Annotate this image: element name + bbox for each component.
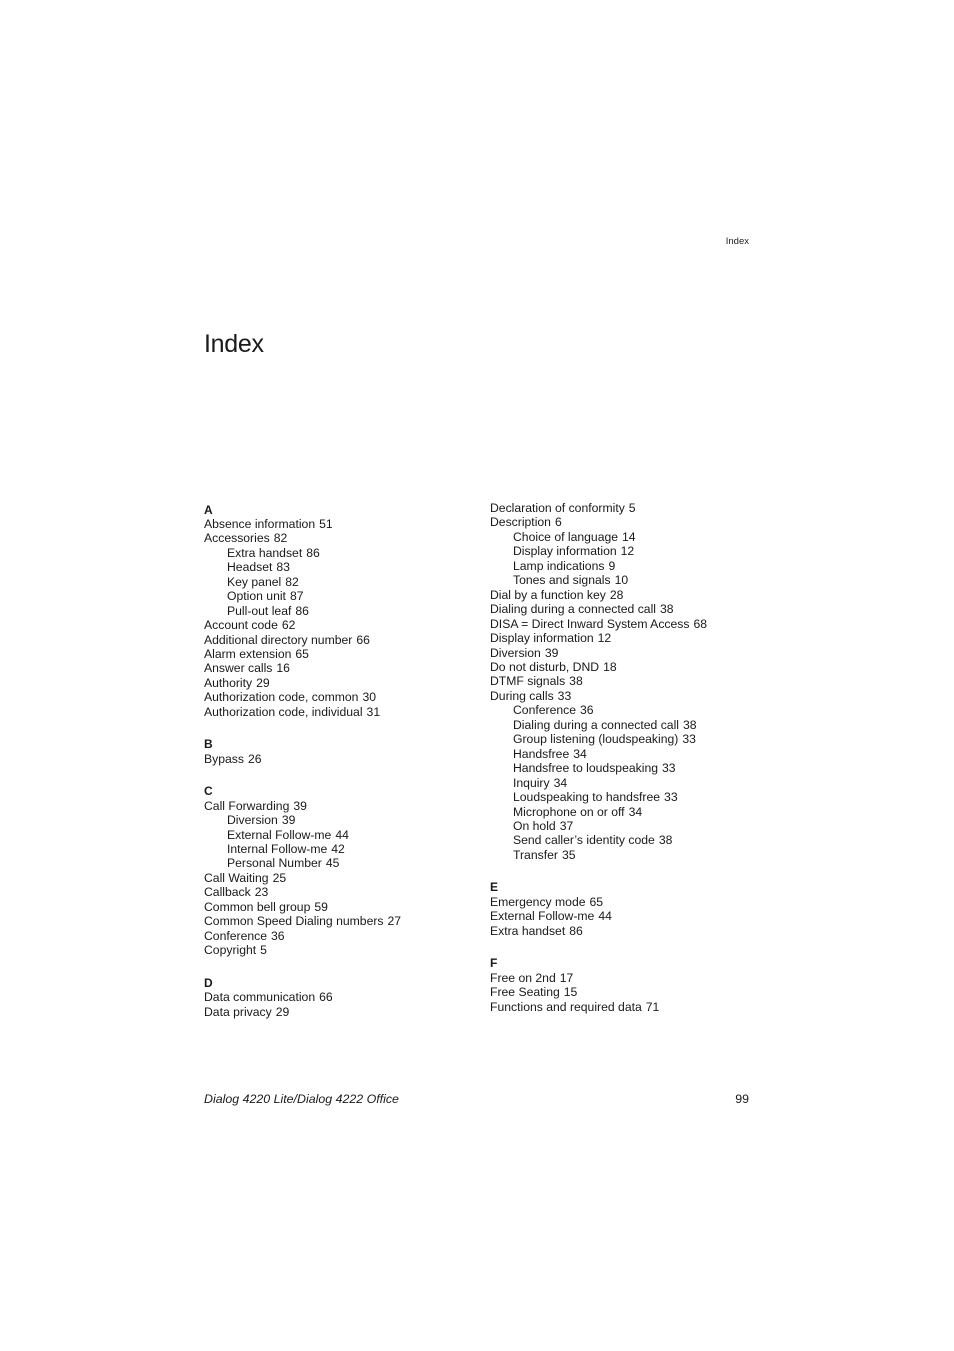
index-entry-term: Free on 2nd — [490, 970, 556, 985]
index-entry — [204, 676, 474, 690]
index-entry-page: 34 — [573, 746, 587, 761]
index-subentry — [490, 732, 760, 746]
index-entry — [490, 631, 760, 645]
index-entry-term: Description — [490, 515, 551, 530]
index-entry-term: Handsfree — [513, 746, 570, 761]
index-entry-term: Absence information — [204, 516, 316, 531]
index-entry-page: 10 — [614, 573, 629, 588]
index-entry-term: Internal Follow-me — [227, 842, 328, 857]
index-entry-page: 66 — [356, 632, 370, 647]
index-group — [490, 879, 760, 938]
index-entry — [204, 929, 474, 943]
index-entry-page: 25 — [272, 870, 287, 885]
index-letter-heading: B — [204, 737, 213, 752]
index-entry-page: 35 — [561, 847, 576, 862]
index-entry-term: Lamp indications — [513, 558, 605, 573]
index-entry-term: Authorization code, common — [204, 690, 359, 705]
index-entry-page: 38 — [569, 674, 583, 689]
index-entry-term: Data privacy — [204, 1004, 272, 1019]
index-entry — [490, 924, 760, 938]
index-entry — [204, 705, 474, 719]
index-entry — [490, 895, 760, 909]
index-entry-page: 34 — [553, 775, 568, 790]
index-entry-term: Data communication — [204, 990, 316, 1005]
index-entry-term: Key panel — [227, 574, 282, 589]
index-entry-page: 36 — [580, 703, 594, 718]
index-subentry — [490, 747, 760, 761]
index-subentry — [490, 530, 760, 544]
index-entry-page: 6 — [554, 515, 562, 530]
index-subentry — [490, 848, 760, 862]
index-entry-page: 45 — [325, 856, 340, 871]
index-entry — [204, 531, 474, 545]
index-entry-page: 28 — [609, 587, 624, 602]
index-entry-page: 27 — [387, 914, 402, 929]
index-entry-page: 62 — [281, 618, 296, 633]
index-entry-term: Call Forwarding — [204, 798, 290, 813]
index-letter-heading: A — [204, 502, 213, 517]
index-entry-term: Transfer — [513, 847, 558, 862]
index-subentry — [204, 828, 474, 842]
index-entry-term: Dialing during a connected call — [490, 602, 656, 617]
index-entry-page: 31 — [366, 704, 381, 719]
index-entry — [490, 602, 760, 616]
index-entry-term: Diversion — [227, 813, 278, 828]
index-subentry — [204, 813, 474, 827]
index-entry-term: Send caller’s identity code — [513, 833, 655, 848]
index-group — [204, 974, 474, 1019]
index-entry-term: DISA = Direct Inward System Access — [490, 616, 690, 631]
index-entry-term: Dialing during a connected call — [513, 717, 679, 732]
index-subentry — [490, 833, 760, 847]
index-entry-term: Tones and signals — [513, 573, 611, 588]
index-subentry — [490, 776, 760, 790]
index-entry-term: Authorization code, individual — [204, 704, 363, 719]
index-entry-term: Inquiry — [513, 775, 550, 790]
index-entry — [204, 1005, 474, 1019]
index-entry-term: Conference — [513, 703, 577, 718]
index-entry-term: DTMF signals — [490, 674, 566, 689]
index-entry — [490, 646, 760, 660]
index-entry-term: External Follow-me — [490, 909, 595, 924]
index-entry-page: 14 — [622, 529, 636, 544]
index-entry-term: Do not disturb, DND — [490, 659, 600, 674]
index-entry-page: 82 — [285, 574, 299, 589]
index-entry-page: 17 — [559, 970, 574, 985]
index-entry-page: 26 — [247, 751, 262, 766]
index-entry-term: Headset — [227, 560, 273, 575]
index-entry — [204, 647, 474, 661]
index-entry-term: Dial by a function key — [490, 587, 606, 602]
index-entry-page: 65 — [589, 894, 604, 909]
index-entry-term: Accessories — [204, 531, 270, 546]
index-subentry — [490, 761, 760, 775]
index-entry — [204, 990, 474, 1004]
index-subentry — [490, 703, 760, 717]
index-entry — [204, 871, 474, 885]
index-entry-term: Functions and required data — [490, 999, 642, 1014]
index-entry-term: Additional directory number — [204, 632, 353, 647]
index-entry-page: 9 — [608, 558, 616, 573]
index-entry — [204, 633, 474, 647]
index-subentry — [204, 842, 474, 856]
running-head: Index — [725, 236, 749, 247]
index-entry — [204, 900, 474, 914]
index-entry-page: 39 — [293, 798, 307, 813]
index-entry-page: 83 — [276, 560, 290, 575]
index-subentry — [490, 790, 760, 804]
index-entry-page: 33 — [682, 732, 696, 747]
footer-document-title: Dialog 4220 Lite/Dialog 4222 Office — [204, 1092, 399, 1106]
index-entry-term: Handsfree to loudspeaking — [513, 761, 658, 776]
index-entry-page: 33 — [662, 761, 676, 776]
index-subentry — [490, 573, 760, 587]
index-column-left — [204, 501, 474, 1036]
index-entry — [490, 588, 760, 602]
index-subentry — [490, 559, 760, 573]
index-entry-term: During calls — [490, 688, 554, 703]
index-entry-page: 18 — [603, 659, 617, 674]
index-entry-term: Authority — [204, 675, 253, 690]
index-entry-term: Choice of language — [513, 529, 619, 544]
index-entry — [490, 674, 760, 688]
index-entry-term: Free Seating — [490, 985, 560, 1000]
index-entry-page: 5 — [260, 943, 267, 958]
index-entry-term: Microphone on or off — [513, 804, 625, 819]
index-subentry — [490, 819, 760, 833]
index-entry — [204, 661, 474, 675]
index-entry-page: 71 — [645, 999, 660, 1014]
index-letter-heading: D — [204, 975, 213, 990]
index-entry — [490, 909, 760, 923]
index-entry-term: Personal Number — [227, 856, 322, 871]
index-entry-page: 59 — [314, 899, 328, 914]
index-entry-term: Account code — [204, 618, 278, 633]
page-title: Index — [204, 330, 264, 358]
index-entry-term: Extra handset — [490, 923, 566, 938]
index-entry-page: 5 — [628, 501, 636, 515]
index-entry-page: 15 — [563, 985, 578, 1000]
index-entry-page: 82 — [273, 531, 288, 546]
index-entry — [204, 690, 474, 704]
index-entry — [204, 943, 474, 957]
index-subentry — [204, 589, 474, 603]
index-entry-term: Loudspeaking to handsfree — [513, 790, 661, 805]
index-column-right — [490, 501, 760, 1030]
index-entry-term: Declaration of conformity — [490, 501, 625, 515]
index-subentry — [490, 544, 760, 558]
index-entry-term: Option unit — [227, 589, 286, 604]
index-entry-term: Answer calls — [204, 661, 273, 676]
index-entry — [490, 689, 760, 703]
index-entry — [204, 799, 474, 813]
index-entry — [204, 517, 474, 531]
footer-page-number: 99 — [735, 1092, 749, 1106]
index-entry — [204, 914, 474, 928]
index-entry-page: 29 — [275, 1004, 290, 1019]
index-entry-term: Copyright — [204, 943, 257, 958]
index-entry-term: Alarm extension — [204, 647, 292, 662]
index-subentry — [204, 604, 474, 618]
index-letter-heading: C — [204, 784, 213, 799]
index-entry-term: Group listening (loudspeaking) — [513, 732, 679, 747]
index-letter-heading: F — [490, 956, 498, 971]
index-entry-page: 33 — [664, 790, 678, 805]
index-group — [490, 955, 760, 1014]
index-entry-term: Emergency mode — [490, 894, 586, 909]
index-entry-page: 44 — [335, 827, 349, 842]
index-entry-page: 38 — [683, 717, 697, 732]
index-group — [204, 736, 474, 766]
index-entry — [490, 617, 760, 631]
index-entry-page: 86 — [306, 545, 320, 560]
index-subentry — [204, 546, 474, 560]
index-entry-page: 66 — [319, 990, 333, 1005]
index-subentry — [204, 560, 474, 574]
index-entry-term: Extra handset — [227, 545, 303, 560]
index-entry-page: 44 — [598, 909, 612, 924]
index-entry-term: Common Speed Dialing numbers — [204, 914, 384, 929]
index-entry-page: 87 — [289, 589, 304, 604]
index-entry-page: 12 — [597, 631, 612, 646]
index-entry-term: Diversion — [490, 645, 541, 660]
index-entry-page: 38 — [658, 833, 673, 848]
index-entry — [490, 1000, 760, 1014]
index-subentry — [490, 718, 760, 732]
index-entry-page: 29 — [256, 675, 270, 690]
index-entry-page: 37 — [559, 818, 574, 833]
index-entry — [490, 660, 760, 674]
index-entry-term: On hold — [513, 818, 556, 833]
index-entry-page: 68 — [693, 616, 708, 631]
index-entry — [204, 885, 474, 899]
index-entry-page: 39 — [281, 813, 296, 828]
index-entry-page: 38 — [660, 602, 674, 617]
index-entry-term: Display information — [490, 631, 594, 646]
index-entry-term: Callback — [204, 885, 251, 900]
index-entry-page: 33 — [557, 688, 572, 703]
index-subentry — [204, 575, 474, 589]
index-entry-page: 42 — [331, 842, 345, 857]
index-entry-page: 23 — [254, 885, 269, 900]
index-entry — [490, 985, 760, 999]
index-entry — [490, 515, 760, 529]
index-entry-term: Common bell group — [204, 899, 311, 914]
index-entry-term: Bypass — [204, 751, 244, 766]
index-entry-term: External Follow-me — [227, 827, 332, 842]
index-subentry — [490, 805, 760, 819]
index-entry — [204, 752, 474, 766]
index-entry — [204, 618, 474, 632]
index-entry-page: 86 — [569, 923, 583, 938]
index-entry — [490, 971, 760, 985]
index-entry-page: 51 — [319, 516, 333, 531]
index-subentry — [204, 856, 474, 870]
index-entry-term: Call Waiting — [204, 870, 269, 885]
index-entry-page: 30 — [362, 690, 377, 705]
index-group — [204, 501, 474, 719]
index-entry-term: Display information — [513, 544, 617, 559]
index-letter-heading: E — [490, 880, 499, 895]
index-entry — [490, 501, 760, 515]
index-entry-page: 65 — [295, 647, 309, 662]
index-group — [490, 501, 760, 862]
index-entry-page: 34 — [628, 804, 643, 819]
index-entry-term: Conference — [204, 928, 268, 943]
index-entry-term: Pull-out leaf — [227, 603, 292, 618]
index-entry-page: 36 — [271, 928, 285, 943]
index-entry-page: 12 — [620, 544, 635, 559]
index-group — [204, 783, 474, 958]
index-entry-page: 86 — [295, 603, 309, 618]
index-entry-page: 16 — [276, 661, 290, 676]
index-entry-page: 39 — [544, 645, 559, 660]
